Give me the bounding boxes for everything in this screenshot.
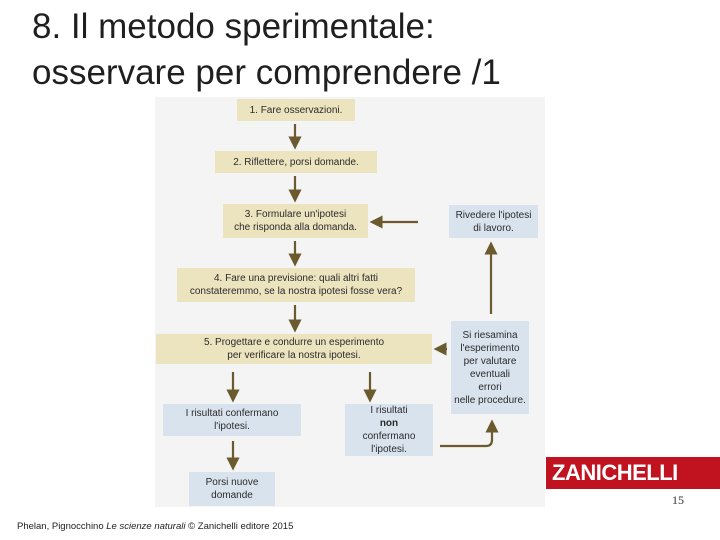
slide-title <box>32 4 672 96</box>
title-line-1: 8. Il metodo sperimentale: <box>32 7 435 46</box>
step-1-box <box>237 99 355 121</box>
step-3-box <box>223 204 368 238</box>
review-hypothesis-text: Rivedere l'ipotesi di lavoro. <box>455 209 532 234</box>
review-hypothesis-box <box>449 205 538 238</box>
step-4-text: 4. Fare una previsione: quali altri fatti constateremmo, se la nostra ipotesi fosse vera? <box>189 273 403 297</box>
results-confirm-text: I risultati confermano l'ipotesi. <box>185 408 279 432</box>
new-questions-box <box>189 472 275 506</box>
step-3-text: 3. Formulare un'ipotesi che risponda alla domanda. <box>234 209 357 233</box>
title-line-2: osservare per comprendere /1 <box>32 53 501 92</box>
zanichelli-logo: ZANICHELLI <box>546 457 720 489</box>
step-5-box <box>156 334 432 364</box>
results-not-confirm-text: I risultati non confermano l'ipotesi. <box>362 405 416 455</box>
reexamine-box <box>451 321 529 414</box>
step-1-text: 1. Fare osservazioni. <box>249 104 343 116</box>
step-5-text: 5. Progettare e condurre un esperimento per verificare la nostra ipotesi. <box>203 337 385 361</box>
page-number: 15 <box>672 493 684 507</box>
reexamine-text: Si riesamina l'esperimento per valutare eventuali errori nelle procedure. <box>454 329 526 406</box>
step-2-text: 2. Riflettere, porsi domande. <box>233 156 359 168</box>
new-questions-text: Porsi nuove domande <box>205 477 259 501</box>
step-4-box <box>177 268 415 302</box>
results-confirm-box <box>163 404 301 436</box>
results-not-confirm-box <box>345 404 433 456</box>
step-2-box <box>215 151 377 173</box>
footer-credit: Phelan, Pignocchino Le scienze naturali © Zanichelli editore 2015 <box>17 521 294 532</box>
